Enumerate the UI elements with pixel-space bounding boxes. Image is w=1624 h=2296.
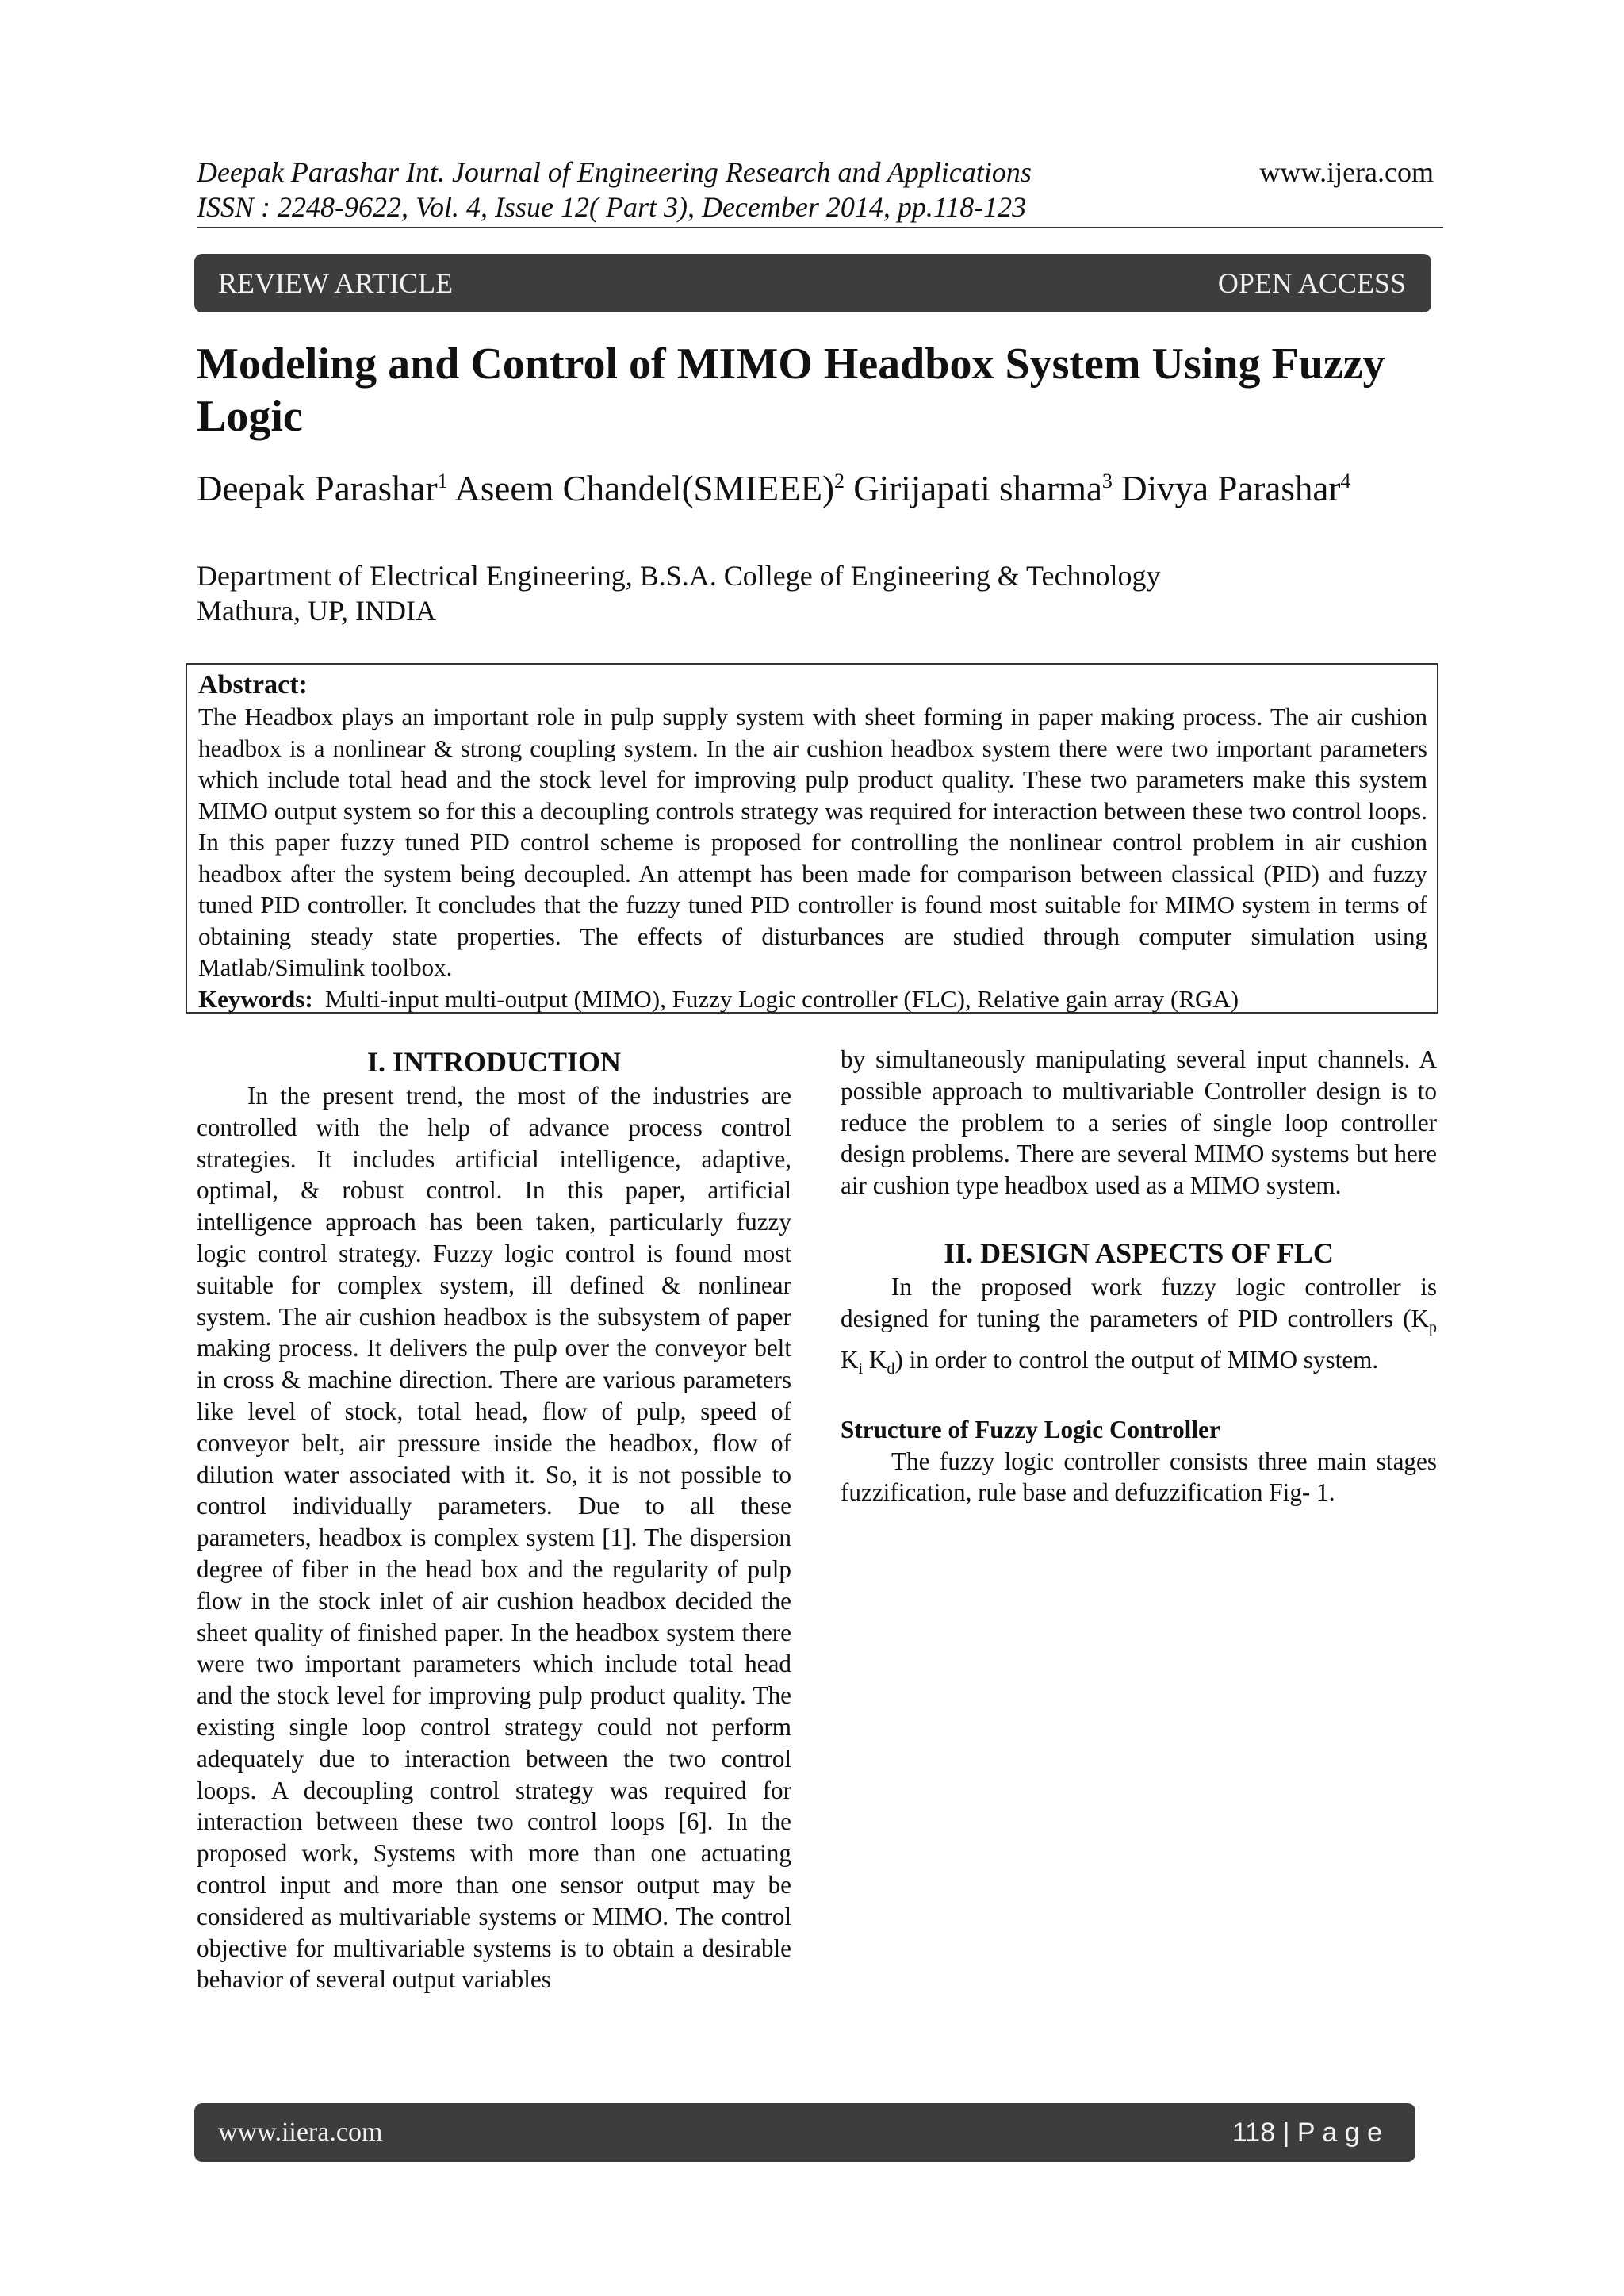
header-divider — [197, 227, 1443, 228]
paper-title: Modeling and Control of MIMO Headbox System Using Fuzzy Logic — [197, 339, 1385, 441]
spacer — [841, 1386, 1437, 1414]
author-list — [197, 468, 1434, 509]
header-website-link[interactable]: www.ijera.com — [1259, 156, 1434, 188]
design-aspects-paragraph — [841, 1271, 1437, 1386]
affiliation-location: Mathura, UP, INDIA — [197, 595, 436, 627]
kp-subscript: p — [1429, 1319, 1437, 1337]
author-affiliation-marker: 1 — [437, 470, 448, 493]
page-number: 118 — [1231, 2118, 1276, 2148]
keywords-line — [198, 983, 1427, 1015]
abstract-heading: Abstract: — [198, 670, 308, 700]
kd-subscript: d — [887, 1360, 895, 1378]
design-text-before: In the proposed work fuzzy logic controller is designed for tuning the parameters of PID controllers (K — [841, 1272, 1437, 1332]
journal-header — [197, 155, 1148, 224]
author-affiliation-marker: 3 — [1101, 470, 1113, 493]
ki-subscript: i — [858, 1360, 864, 1378]
page-indicator — [1232, 2103, 1382, 2162]
author-affiliation-marker: 4 — [1340, 470, 1351, 493]
author-name: Divya Parashar — [1121, 469, 1341, 508]
keywords-text: Multi-input multi-output (MIMO), Fuzzy Logic controller (FLC), Relative gain array (RGA) — [325, 984, 1239, 1013]
page-footer — [194, 2103, 1415, 2162]
abstract-box — [186, 663, 1438, 1014]
open-access-label: OPEN ACCESS — [1217, 267, 1406, 299]
article-type-banner — [194, 254, 1431, 312]
issn-line: ISSN : 2248-9622, Vol. 4, Issue 12( Part 3), December 2014, pp.118-123 — [197, 191, 1027, 223]
design-text-after: ) in order to control the output of MIMO system. — [894, 1345, 1379, 1374]
journal-line: Deepak Parashar Int. Journal of Engineering Research and Applications — [197, 156, 1032, 188]
left-column — [197, 1044, 791, 1995]
ki-symbol: K — [841, 1345, 859, 1374]
abstract-text: The Headbox plays an important role in pulp supply system with sheet forming in paper making process. The air cushion headbox is a nonlinear & strong coupling system. In the air cushion headbox system there were two important parameters which include total head and the stock level for improving pulp product quality. These two parameters make this system MIMO output system so for this a decoupling controls strategy was required for interaction between these two control loops. In this paper fuzzy tuned PID control scheme is proposed for controlling the nonlinear control problem in air cushion headbox after the system being decoupled. An attempt has been made for comparison between classical (PID) and fuzzy tuned PID controller. It concludes that the fuzzy tuned PID controller is found most suitable for MIMO system in terms of obtaining steady state properties. The effects of disturbances are studied through computer simulation using Matlab/Simulink toolbox. — [198, 703, 1427, 981]
introduction-heading: I. INTRODUCTION — [366, 1046, 622, 1078]
affiliation-department: Department of Electrical Engineering, B.S.A. College of Engineering & Technology — [197, 560, 1161, 592]
spacer — [841, 1202, 1437, 1235]
page-label: | P a g e — [1282, 2118, 1382, 2148]
introduction-continuation: by simultaneously manipulating several input channels. A possible approach to multivariable Controller design is to reduce the problem to a series of single loop controller design problems. There are several MIMO systems but here air cushion type headbox used as a MIMO system. — [841, 1045, 1437, 1200]
author-affiliation-marker: 2 — [834, 470, 845, 493]
author-name: Deepak Parashar — [197, 469, 438, 508]
affiliation — [197, 558, 1434, 628]
author-name: Girijapati sharma — [853, 469, 1102, 508]
author-name: Aseem Chandel(SMIEEE) — [454, 469, 835, 508]
fuzzy-structure-subheading: Structure of Fuzzy Logic Controller — [841, 1415, 1220, 1443]
review-article-label: REVIEW ARTICLE — [218, 267, 454, 299]
footer-website-link[interactable]: www.iiera.com — [218, 2118, 383, 2147]
kd-symbol: K — [863, 1345, 887, 1374]
introduction-paragraph: In the present trend, the most of the industries are controlled with the help of advance process control strategies. It includes artificial intelligence, adaptive, optimal, & robust control. In this paper, artificial intelligence approach has been taken, particularly fuzzy logic control strategy. Fuzzy logic control is found most suitable for complex system, ill defined & nonlinear system. The air cushion headbox is the subsystem of paper making process. It delivers the pulp over the conveyor belt in cross & machine direction. There are various parameters like level of stock, total head, flow of pulp, speed of conveyor belt, air pressure inside the headbox, flow of dilution water associated with it. So, it is not possible to control individually parameters. Due to all these parameters, headbox is complex system [1]. The dispersion degree of fiber in the head box and the regularity of pulp flow in the stock inlet of air cushion headbox decided the sheet quality of finished paper. In the headbox system there were two important parameters which include total head and the stock level for improving pulp product quality. The existing single loop control strategy could not perform adequately due to interaction between the two control loops. A decoupling control strategy was required for interaction between these two control loops [6]. In the proposed work, Systems with more than one actuating control input and more than one sensor output may be considered as multivariable systems or MIMO. The control objective for multivariable systems is to obtain a desirable behavior of several output variables — [197, 1082, 791, 1994]
right-column — [841, 1044, 1437, 1508]
design-aspects-heading: II. DESIGN ASPECTS OF FLC — [944, 1236, 1334, 1269]
keywords-label: Keywords: — [198, 984, 313, 1013]
fuzzy-structure-paragraph: The fuzzy logic controller consists three main stages fuzzification, rule base and defuzzification Fig- 1. — [841, 1447, 1437, 1507]
